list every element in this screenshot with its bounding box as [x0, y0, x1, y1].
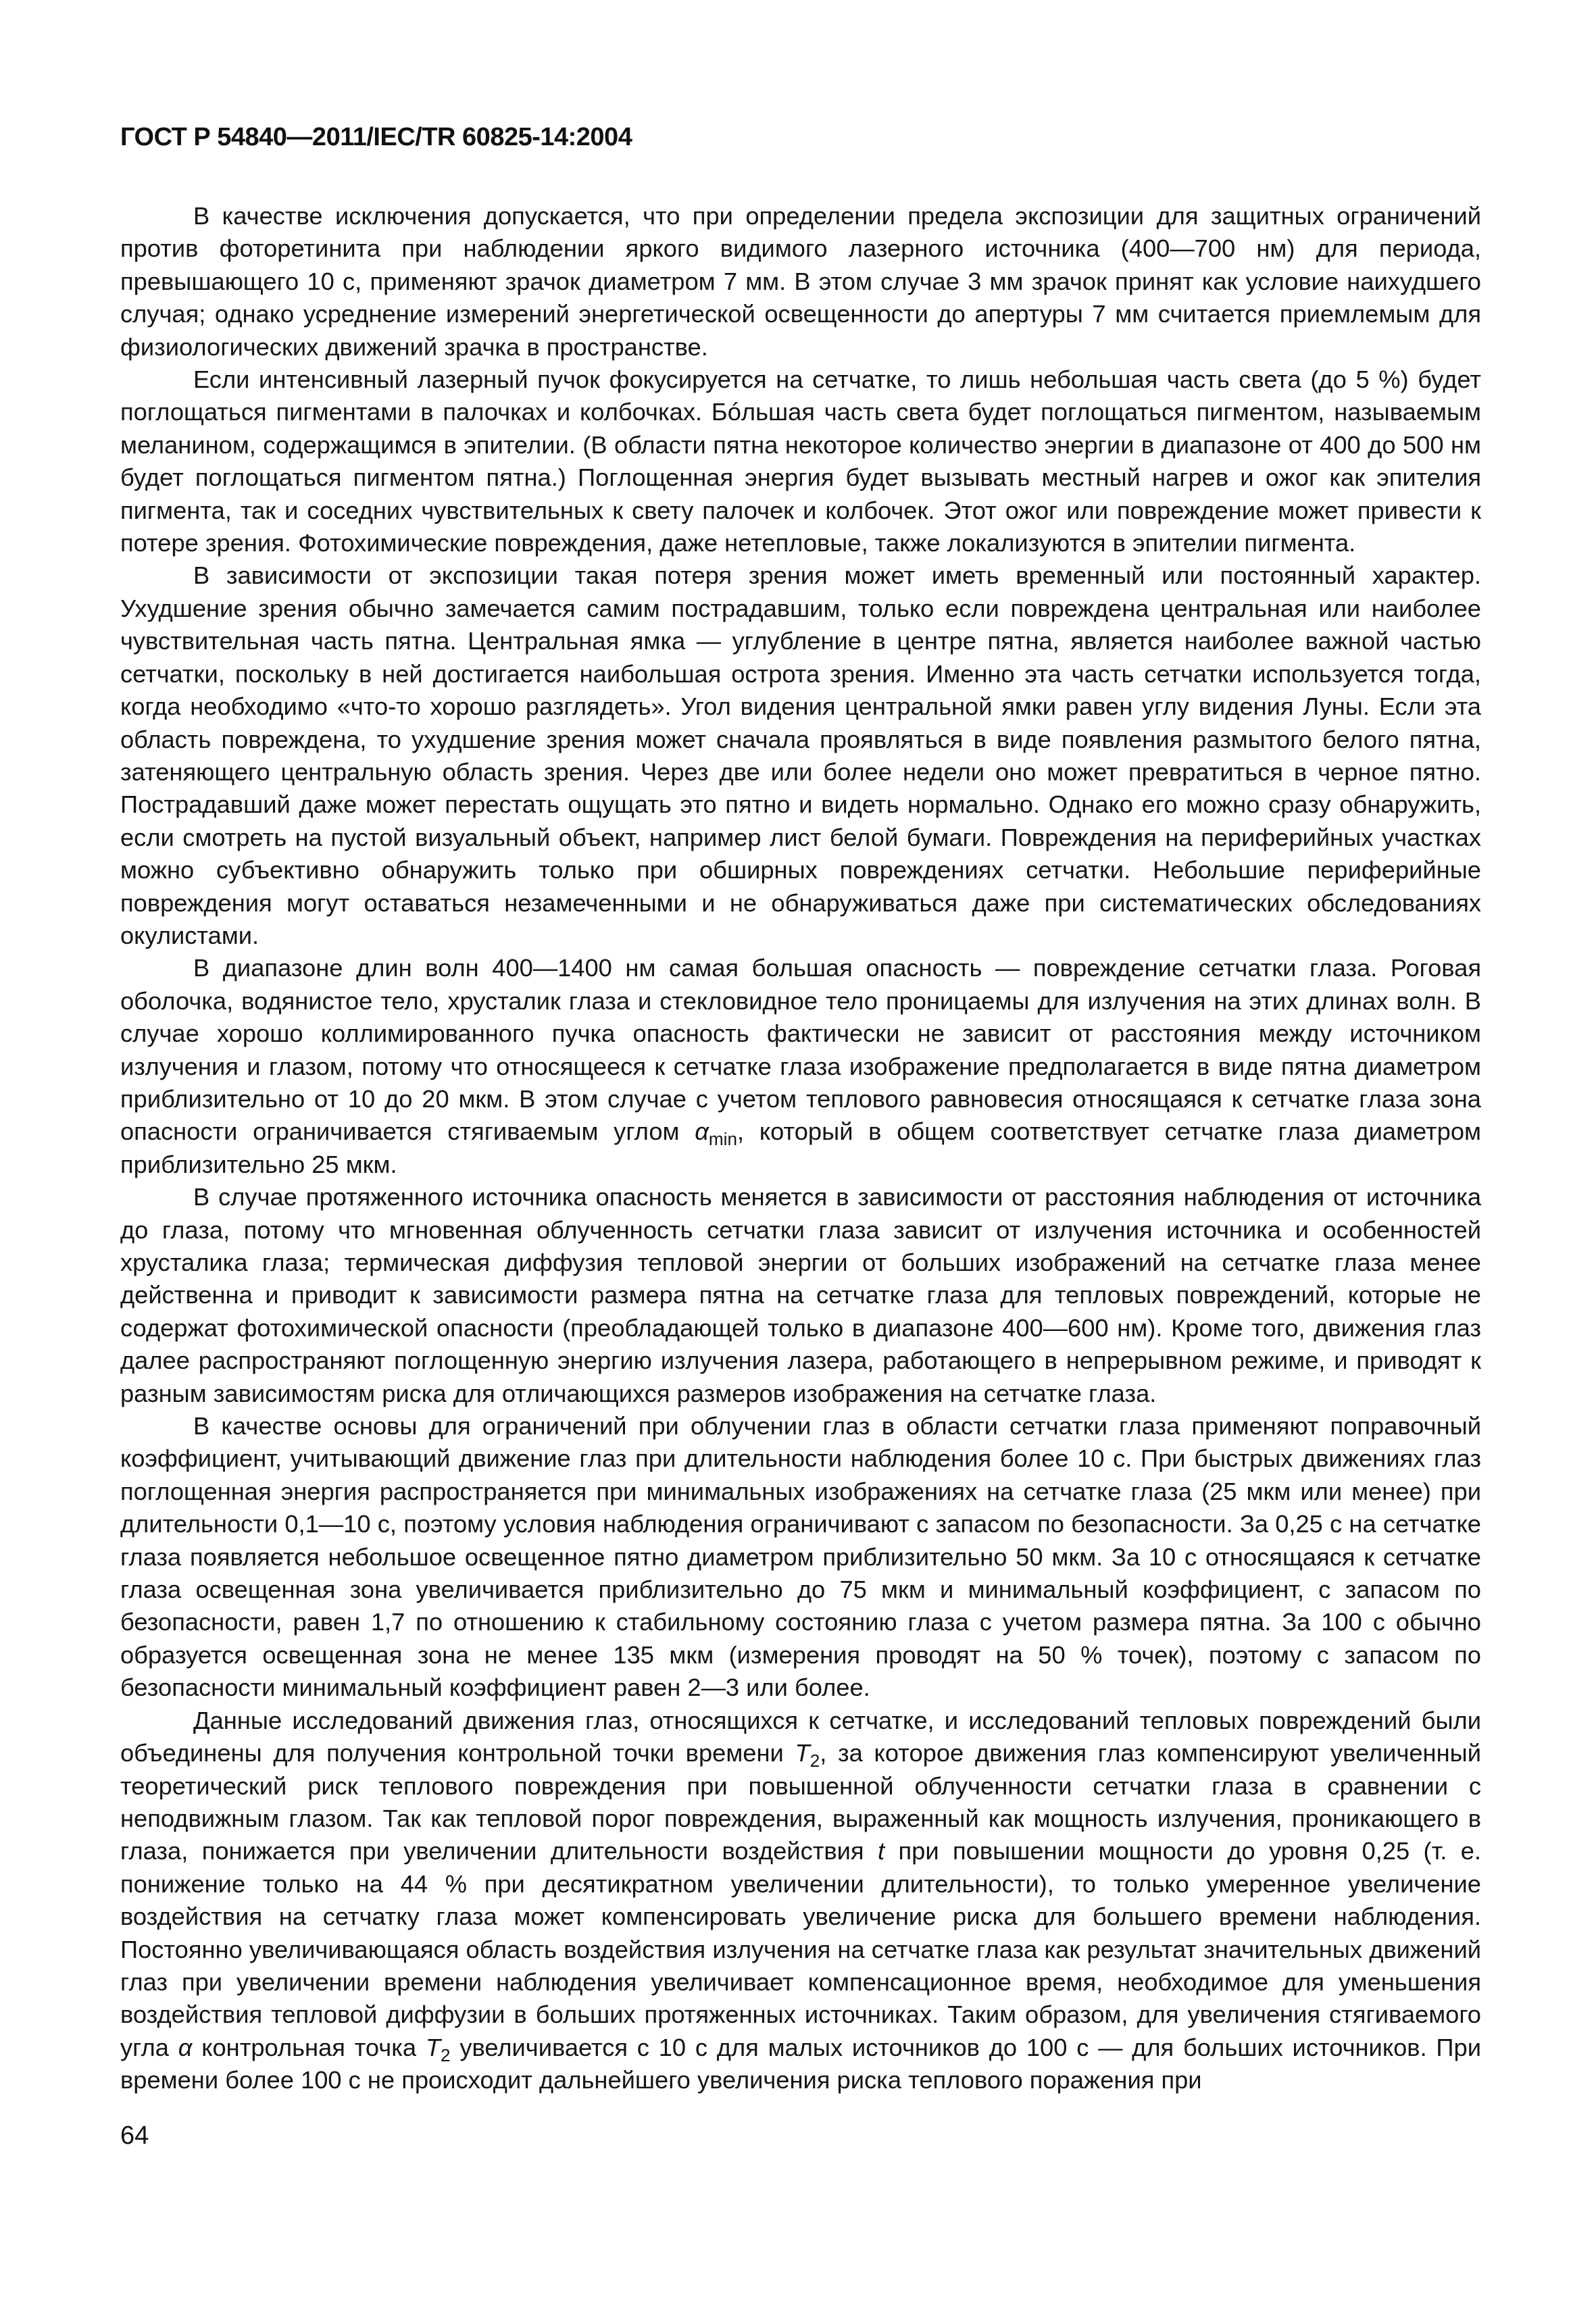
paragraph-text: при повышении мощности до уровня 0,25 (т. е. понижение только на 44 % при десятикратном увеличении длительности), то только умеренное увеличение воздействия на сетчатку глаза может компенсировать увеличение риска для большего времени наблюдения. Постоянно увеличивающаяся область воздействия излучения на сетчатке глаза как результат значительных движений глаз при увеличении времени наблюдения увеличивает компенсационное время, необходимое для уменьшения воздействия тепловой диффузии в больших протяженных источниках. Таким образом, для увеличения стягиваемого угла — [120, 1837, 1481, 2061]
paragraph-vision-loss: В зависимости от экспозиции такая потеря зрения может иметь временный или постоянный характер. Ухудшение зрения обычно замечается самим пострадавшим, только если повреждена центральная или наиболее чувствительная часть пятна. Центральная ямка — углубление в центре пятна, является наиболее важной частью сетчатки, поскольку в ней достигается наибольшая острота зрения. Именно эта часть сетчатки используется тогда, когда необходимо «что-то хорошо разглядеть». Угол видения центральной ямки равен углу видения Луны. Если эта область повреждена, то ухудшение зрения может сначала проявляться в виде появления размытого белого пятна, затеняющего центральную область зрения. Через две или более недели оно может превратиться в черное пятно. Пострадавший даже может перестать ощущать это пятно и видеть нормально. Однако его можно сразу обнаружить, если смотреть на пустой визуальный объект, например лист белой бумаги. Повреждения на периферийных участках можно субъективно обнаружить только при обширных повреждениях сетчатки. Небольшие периферийные повреждения могут оставаться незамеченными и не обнаруживаться даже при систематических обследованиях окулистами. — [120, 561, 1481, 949]
t-symbol: t — [877, 1837, 885, 1865]
body-text — [120, 200, 1481, 2097]
paragraph-text: увеличивается с 10 с для малых источников до 100 с — для больших источников. При времени более 100 с не происходит дальнейшего увеличения риска теплового поражения при — [120, 2033, 1481, 2094]
paragraph-text: Данные исследований движения глаз, относящихся к сетчатке, и исследований тепловых повреждений были объединены для получения контрольной точки времени — [120, 1706, 1481, 1767]
paragraph-text: , за которое движения глаз компенсируют увеличенный теоретический риск теплового повреждения при повышенной облученности сетчатки глаза в сравнении с неподвижным глазом. Так как тепловой порог повреждения, выраженный как мощность излучения, проникающего в глаза, понижается при увеличении длительности воздействия — [120, 1739, 1481, 1865]
paragraph-eye-movement-data — [120, 1705, 1481, 2097]
paragraph-extended-source: В случае протяженного источника опасность меняется в зависимости от расстояния наблюдения от источника до глаза, потому что мгновенная облученность сетчатки глаза зависит от излучения источника и особенностей хрусталика глаза; термическая диффузия тепловой энергии от больших изображений на сетчатке глаза менее действенна и приводит к зависимости размера пятна на сетчатке глаза для тепловых повреждений, которые не содержат фотохимической опасности (преобладающей только в диапазоне 400—600 нм). Кроме того, движения глаз далее распространяют поглощенную энергию излучения лазера, работающего в непрерывном режиме, и приводят к разным зависимостям риска для отличающихся размеров изображения на сетчатке глаза. — [120, 1183, 1481, 1407]
paragraph-pupil-exception: В качестве исключения допускается, что при определении предела экспозиции для защитных ограничений против фоторетинита при наблюдении яркого видимого лазерного источника (400—700 нм) для периода, превышающего 10 с, применяют зрачок диаметром 7 мм. В этом случае 3 мм зрачок принят как условие наихудшего случая; однако усреднение измерений энергетической освещенности до апертуры 7 мм считается приемлемым для физиологических движений зрачка в пространстве. — [120, 202, 1481, 361]
t2-symbol: T — [425, 2033, 441, 2061]
alpha-symbol: α — [695, 1117, 709, 1146]
t2-symbol: T — [795, 1739, 810, 1767]
paragraph-correction-factor: В качестве основы для ограничений при облучении глаз в области сетчатки глаза применяют поправочный коэффициент, учитывающий движение глаз при длительности наблюдения более 10 с. При быстрых движениях глаз поглощенная энергия распространяется при минимальных изображениях на сетчатке глаза (25 мкм или менее) при длительности 0,1—10 с, поэтому условия наблюдения ограничивают с запасом по безопасности. За 0,25 с на сетчатке глаза появляется небольшое освещенное пятно диаметром приблизительно 50 мкм. За 10 с относящаяся к сетчатке глаза освещенная зона увеличивается приблизительно до 75 мкм и минимальный коэффициент, с запасом по безопасности, равен 1,7 по отношению к стабильному состоянию глаза с учетом размера пятна. За 100 с обычно образуется освещенная зона не менее 135 мкм (измерения проводят на 50 % точек), поэтому с запасом по безопасности минимальный коэффициент равен 2—3 или более. — [120, 1412, 1481, 1702]
alpha-symbol: α — [178, 2033, 193, 2061]
paragraph-text: , который в общем соответствует сетчатке глаза диаметром приблизительно 25 мкм. — [120, 1117, 1481, 1178]
document-header: ГОСТ Р 54840—2011/IEC/TR 60825-14:2004 — [120, 123, 632, 151]
page-number: 64 — [120, 2121, 149, 2150]
paragraph-laser-beam-retina: Если интенсивный лазерный пучок фокусируется на сетчатке, то лишь небольшая часть света (до 5 %) будет поглощаться пигментами в палочках и колбочках. Бóльшая часть света будет поглощаться пигментом, называемым меланином, содержащимся в эпителии. (В области пятна некоторое количество энергии в диапазоне от 400 до 500 нм будет поглощаться пигментом пятна.) Поглощенная энергия будет вызывать местный нагрев и ожог как эпителия пигмента, так и соседних чувствительных к свету палочек и колбочек. Этот ожог или повреждение может привести к потере зрения. Фотохимические повреждения, даже нетепловые, также локализуются в эпителии пигмента. — [120, 366, 1481, 557]
subscript: 2 — [809, 1750, 820, 1771]
paragraph-text: контрольная точка — [192, 2033, 426, 2061]
subscript: min — [708, 1129, 738, 1150]
paragraph-text: В диапазоне длин волн 400—1400 нм самая большая опасность — повреждение сетчатки глаза. Роговая оболочка, водянистое тело, хрусталик глаза и стекловидное тело проницаемы для излучения на этих длинах волн. В случае хорошо коллимированного пучка опасность фактически не зависит от расстояния между источником излучения и глазом, потому что относящееся к сетчатке глаза изображение предполагается в виде пятна диаметром приблизительно от 10 до 20 мкм. В этом случае с учетом теплового равновесия относящаяся к сетчатке глаза зона опасности ограничивается стягиваемым углом — [120, 954, 1481, 1146]
paragraph-wavelength-range — [120, 952, 1481, 1181]
subscript: 2 — [441, 2044, 451, 2065]
